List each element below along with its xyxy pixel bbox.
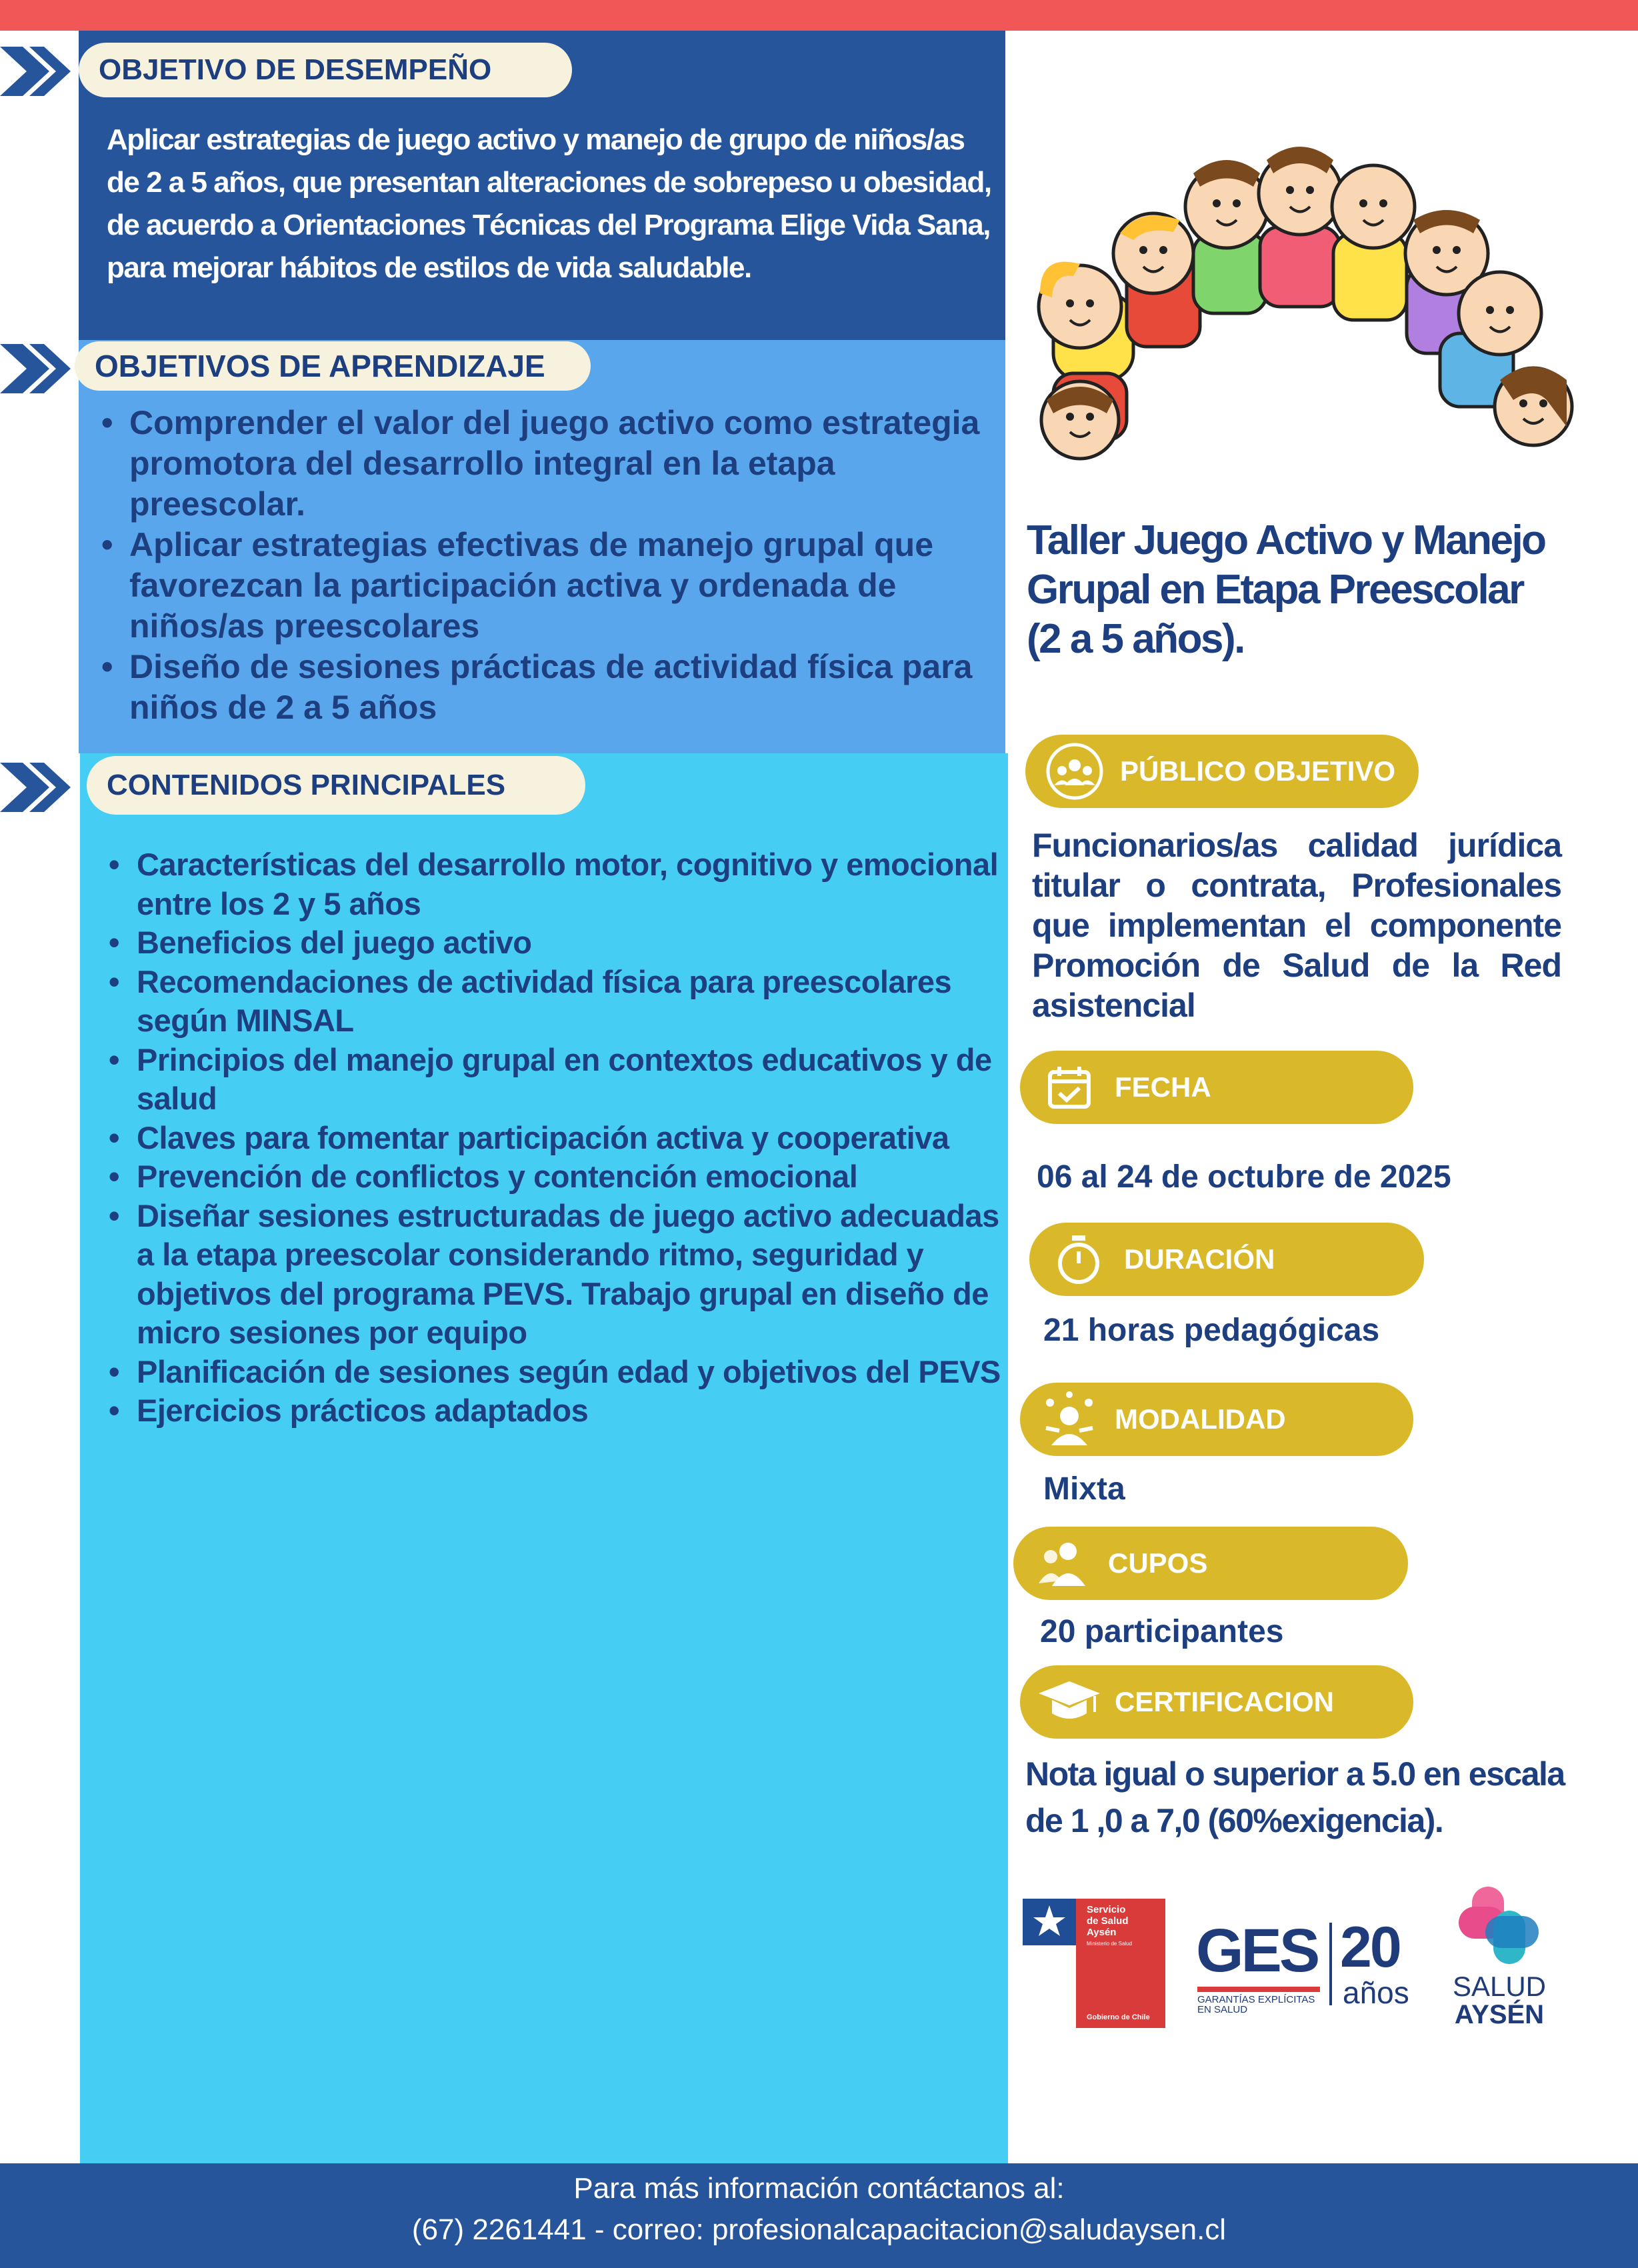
duracion-value: 21 horas pedagógicas — [1043, 1313, 1380, 1348]
heading-objetivos-aprendizaje: OBJETIVOS DE APRENDIZAJE — [75, 341, 591, 391]
chevron-right-icon — [0, 339, 73, 399]
chevron-right-icon — [0, 41, 73, 101]
chile-shield-icon — [1023, 1899, 1076, 1945]
list-item: • Diseñar sesiones estructuradas de juego activo adecuadas a la etapa preescolar considerando ritmo, seguridad y objetivos del programa PEVS. Trabajo grupal en diseño de micro sesiones por equipo — [137, 1197, 1010, 1353]
heading-contenidos-principales: CONTENIDOS PRINCIPALES — [87, 756, 585, 815]
cross-logo-icon — [1452, 1880, 1545, 1973]
pill-fecha: FECHA — [1020, 1051, 1413, 1124]
calendar-icon — [1037, 1055, 1101, 1119]
publico-objetivo-text: Funcionarios/as calidad jurídica titular o contrata, Profesionales que implementan el componente Promoción de Salud de la Red asistencial — [1032, 827, 1561, 1024]
list-item: • Características del desarrollo motor, cognitivo y emocional entre los 2 y 5 años — [137, 845, 1010, 923]
fecha-value: 06 al 24 de octubre de 2025 — [1037, 1159, 1451, 1195]
pill-certificacion: CERTIFICACION — [1020, 1665, 1413, 1739]
list-item: • Prevención de conflictos y contención emocional — [137, 1157, 1010, 1197]
top-accent-bar — [0, 0, 1638, 31]
children-illustration — [1013, 133, 1600, 493]
logo-servicio-salud-aysen: Servicio de Salud Aysén Ministerio de Salud Gobierno de Chile — [1023, 1899, 1165, 2028]
list-item: • Diseño de sesiones prácticas de actividad física para niños de 2 a 5 años — [129, 647, 989, 728]
heading-objetivo-desempeno: OBJETIVO DE DESEMPEÑO — [79, 43, 572, 97]
list-item: • Beneficios del juego activo — [137, 923, 1010, 963]
footer-contact-details[interactable]: (67) 2261441 - correo: profesionalcapacitacion@saludaysen.cl — [411, 2213, 1227, 2246]
people-icon — [1031, 1531, 1095, 1595]
footer-contact-label: Para más información contáctanos al: — [573, 2172, 1065, 2205]
pill-publico-objetivo: PÚBLICO OBJETIVO — [1025, 735, 1419, 808]
workshop-title: Taller Juego Activo y Manejo Grupal en Etapa Preescolar (2 a 5 años). — [1027, 517, 1545, 662]
logo-ges-20-anos: GES GARANTÍAS EXPLÍCITAS EN SALUD 20 años — [1196, 1915, 1409, 2015]
stopwatch-icon — [1047, 1227, 1111, 1291]
list-item: • Comprender el valor del juego activo como estrategia promotora del desarrollo integral en la etapa preescolar. — [129, 403, 989, 525]
list-item: • Aplicar estrategias efectivas de manejo grupal que favorezcan la participación activa y ordenada de niños/as preescolares — [129, 525, 989, 647]
list-item: • Planificación de sesiones según edad y objetivos del PEVS — [137, 1353, 1010, 1392]
presenter-icon — [1037, 1387, 1101, 1451]
graduation-cap-icon — [1037, 1670, 1101, 1734]
list-item: • Ejercicios prácticos adaptados — [137, 1391, 1010, 1431]
certificacion-text: Nota igual o superior a 5.0 en escala de 1 ,0 a 7,0 (60%exigencia). — [1025, 1755, 1565, 1839]
pill-cupos: CUPOS — [1013, 1527, 1408, 1600]
modalidad-value: Mixta — [1043, 1471, 1125, 1507]
pill-modalidad: MODALIDAD — [1020, 1383, 1413, 1456]
list-item: • Principios del manejo grupal en contextos educativos y de salud — [137, 1041, 1010, 1119]
audience-icon — [1043, 739, 1107, 803]
logo-salud-aysen: SALUD AYSÉN — [1449, 1880, 1549, 2033]
chevron-right-icon — [0, 757, 73, 817]
objetivos-aprendizaje-list — [129, 403, 989, 728]
objetivo-desempeno-text: Aplicar estrategias de juego activo y manejo de grupo de niños/as de 2 a 5 años, que presentan alteraciones de sobrepeso u obesidad, de acuerdo a Orientaciones Técnicas del Programa Elige Vida Sana, para mejorar hábitos de estilos de vida saludable. — [107, 123, 991, 284]
list-item: • Recomendaciones de actividad física para preescolares según MINSAL — [137, 963, 1010, 1041]
pill-duracion: DURACIÓN — [1029, 1223, 1424, 1296]
contenidos-list — [137, 845, 1010, 1431]
list-item: • Claves para fomentar participación activa y cooperativa — [137, 1119, 1010, 1158]
cupos-value: 20 participantes — [1040, 1614, 1284, 1649]
